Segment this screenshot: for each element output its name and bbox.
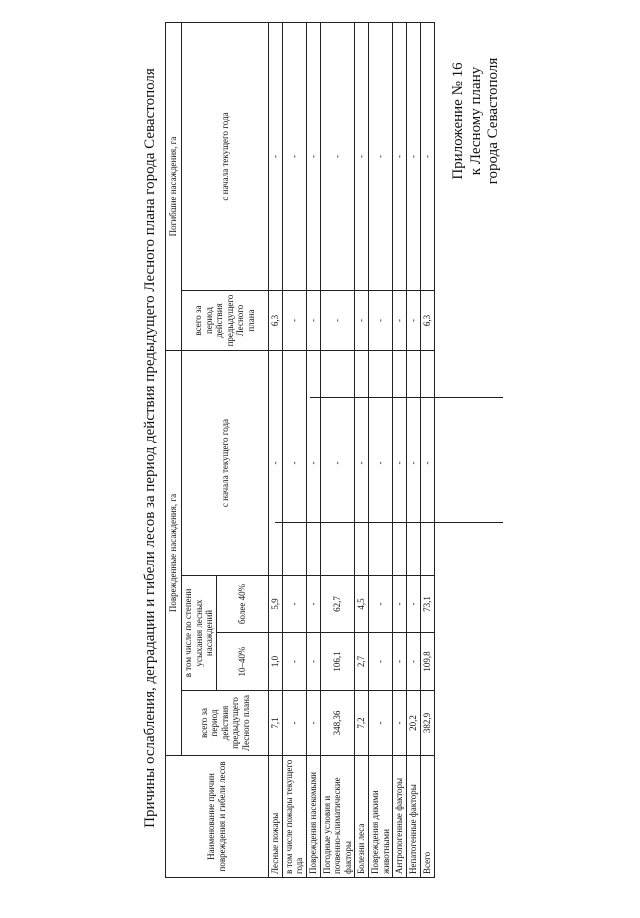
- row-cause: Повреждения насекомыми: [306, 756, 320, 878]
- header-dead-total: всего за период действия предыдущего Лесного плана: [182, 291, 269, 351]
- cell-dead-total: -: [282, 291, 306, 351]
- row-cause: Погодные условия и почвенно-климатические факторы: [320, 756, 355, 878]
- cell-dead-total: 6,3: [268, 291, 282, 351]
- header-damaged-since-year: с начала текущего года: [182, 351, 269, 576]
- cell-over40: -: [369, 576, 393, 633]
- cell-d10-40: 109,8: [421, 633, 435, 691]
- cell-dead-total: -: [407, 291, 421, 351]
- row-cause: Непатогенные факторы: [407, 756, 421, 878]
- cell-since-year: -: [369, 351, 393, 576]
- header-cause: Наименование причин повреждения и гибели лесов: [166, 756, 269, 878]
- cell-dead-since: -: [282, 23, 306, 291]
- dash-line: [310, 397, 503, 398]
- cell-over40: -: [306, 576, 320, 633]
- table-row: [407, 23, 421, 878]
- cell-dead-since: -: [393, 23, 407, 291]
- row-cause: Лесные пожары: [268, 756, 282, 878]
- cell-d10-40: -: [306, 633, 320, 691]
- cell-over40: 62,7: [320, 576, 355, 633]
- cell-over40: -: [393, 576, 407, 633]
- cell-damaged-total: 382,9: [421, 691, 435, 756]
- cell-damaged-total: 7,2: [355, 691, 369, 756]
- cell-dead-total: -: [355, 291, 369, 351]
- table-row: [393, 23, 407, 878]
- cell-d10-40: 2,7: [355, 633, 369, 691]
- row-cause: Повреждения дикими животными: [369, 756, 393, 878]
- table-row: [369, 23, 393, 878]
- header-damaged: Поврежденные насаждения, га: [166, 351, 182, 756]
- cell-d10-40: -: [393, 633, 407, 691]
- header-damaged-10-40: 10–40%: [216, 633, 268, 691]
- row-cause: Всего: [421, 756, 435, 878]
- cell-since-year: -: [320, 351, 355, 576]
- appendix-line-2: к Лесному плану: [467, 66, 484, 176]
- dash-line: [275, 522, 503, 523]
- table-row: [268, 23, 282, 878]
- header-damaged-total: всего за период действия предыдущего Лесного плана: [182, 691, 269, 756]
- cell-dead-since: -: [320, 23, 355, 291]
- row-cause: Антропогенные факторы: [393, 756, 407, 878]
- appendix-line-3: города Севастополя: [485, 57, 501, 185]
- cell-over40: -: [407, 576, 421, 633]
- cell-since-year: -: [421, 351, 435, 576]
- cell-since-year: -: [268, 351, 282, 576]
- header-row-1: [166, 23, 182, 878]
- cell-damaged-total: 20,2: [407, 691, 421, 756]
- appendix-note: [450, 46, 503, 196]
- cell-since-year: -: [282, 351, 306, 576]
- cell-dead-total: -: [320, 291, 355, 351]
- cell-since-year: -: [407, 351, 421, 576]
- cell-since-year: -: [393, 351, 407, 576]
- cell-dead-since: -: [355, 23, 369, 291]
- cell-damaged-total: -: [282, 691, 306, 756]
- cell-dead-since: -: [369, 23, 393, 291]
- cell-dead-total: -: [369, 291, 393, 351]
- cell-dead-total: 6,3: [421, 291, 435, 351]
- cell-d10-40: 1,0: [268, 633, 282, 691]
- cell-dead-total: -: [306, 291, 320, 351]
- table-row: [282, 23, 306, 878]
- document-title: Причины ослабления, деградации и гибели лесов за период действия предыдущего Лесного плана города Севастополя: [142, 68, 158, 828]
- cell-since-year: -: [306, 351, 320, 576]
- cell-damaged-total: 348,36: [320, 691, 355, 756]
- table-row: [421, 23, 435, 878]
- cell-damaged-total: -: [393, 691, 407, 756]
- cell-over40: 73,1: [421, 576, 435, 633]
- table-row: [320, 23, 355, 878]
- cell-over40: -: [282, 576, 306, 633]
- header-dead-since-year: с начала текущего года: [182, 23, 269, 291]
- cell-over40: 4,5: [355, 576, 369, 633]
- cell-dead-since: -: [421, 23, 435, 291]
- appendix-line-1: Приложение № 16: [450, 62, 466, 180]
- cell-damaged-total: 7,1: [268, 691, 282, 756]
- cell-since-year: -: [355, 351, 369, 576]
- cell-dead-since: -: [407, 23, 421, 291]
- forest-damage-table: [165, 22, 435, 878]
- header-dead: Погибшие насаждения, га: [166, 23, 182, 351]
- cell-d10-40: -: [282, 633, 306, 691]
- table-body: [268, 23, 435, 878]
- row-cause: Болезни леса: [355, 756, 369, 878]
- header-row-2: [182, 23, 217, 878]
- table-row: [355, 23, 369, 878]
- cell-d10-40: -: [369, 633, 393, 691]
- table-row: [306, 23, 320, 878]
- header-damaged-degree: в том числе по степени усыхания лесных насаждений: [182, 576, 217, 691]
- cell-damaged-total: -: [369, 691, 393, 756]
- cell-damaged-total: -: [306, 691, 320, 756]
- row-cause: в том числе пожары текущего года: [282, 756, 306, 878]
- cell-dead-since: -: [306, 23, 320, 291]
- cell-over40: 5,9: [268, 576, 282, 633]
- cell-d10-40: 106,1: [320, 633, 355, 691]
- cell-dead-since: -: [268, 23, 282, 291]
- header-damaged-over-40: более 40%: [216, 576, 268, 633]
- cell-dead-total: -: [393, 291, 407, 351]
- cell-d10-40: -: [407, 633, 421, 691]
